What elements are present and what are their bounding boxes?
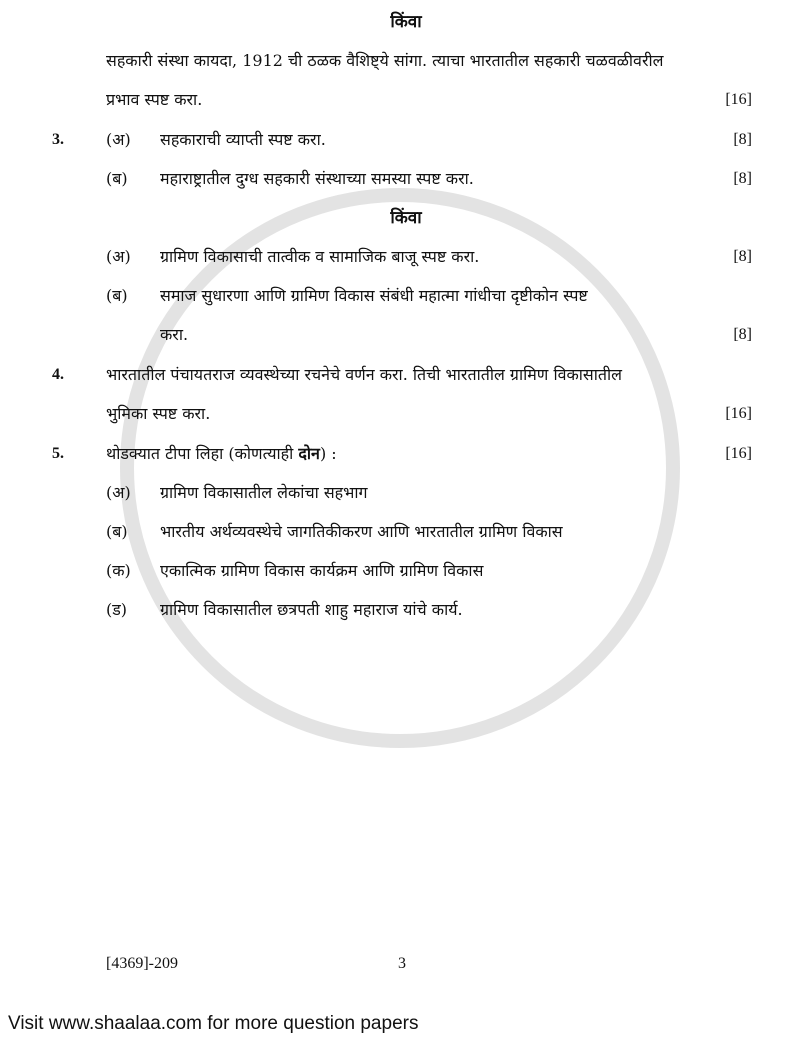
q3a-marks: [8]	[733, 131, 752, 148]
q4-marks: [16]	[725, 405, 752, 422]
q3b-text: महाराष्ट्रातील दुग्ध सहकारी संस्थाच्या समस्या स्पष्ट करा.	[160, 169, 474, 188]
question-content	[52, 12, 752, 639]
or-heading-2: किंवा	[390, 208, 422, 228]
q3-alt-a-label: (अ)	[106, 247, 131, 266]
q5-number: 5.	[52, 445, 64, 462]
q3a-label: (अ)	[106, 130, 131, 149]
q3b-marks: [8]	[733, 170, 752, 187]
q5-stem-before: थोडक्यात टीपा लिहा (कोणत्याही	[106, 444, 299, 463]
q5-stem-bold: दोन	[298, 444, 320, 463]
shaalaa-banner-link[interactable]: Visit www.shaalaa.com for more question papers	[8, 1013, 419, 1034]
q3-alt-b-row1	[52, 286, 752, 306]
q5c-label: (क)	[106, 561, 131, 580]
q4-number: 4.	[52, 366, 64, 383]
q5b	[52, 522, 752, 542]
q5a	[52, 483, 752, 503]
q5d-text: ग्रामिण विकासातील छत्रपती शाहु महाराज यांचे कार्य.	[160, 600, 463, 619]
q4-row1	[52, 365, 752, 385]
paper-code: [4369]-209	[106, 955, 178, 972]
or-heading: किंवा	[390, 12, 422, 32]
q3-alt-a-row	[52, 247, 752, 267]
q5a-text: ग्रामिण विकासातील लेकांचा सहभाग	[160, 483, 368, 502]
q3-alt-a-text: ग्रामिण विकासाची तात्वीक व सामाजिक बाजू स्पष्ट करा.	[160, 247, 480, 266]
q3-alt-a-marks: [8]	[733, 248, 752, 265]
q3-alt-b-label: (ब)	[106, 286, 128, 305]
q3b-label: (ब)	[106, 169, 128, 188]
q3b-row	[52, 169, 752, 189]
q4-line2: भुमिका स्पष्ट करा.	[106, 404, 211, 423]
q3-number: 3.	[52, 131, 64, 148]
q3-alt-b-line2: करा.	[160, 325, 189, 344]
q5-row	[52, 444, 752, 464]
q2-alt-line1: सहकारी संस्था कायदा, 1912 ची ठळक वैशिष्ट्ये सांगा. त्याचा भारतातील सहकारी चळवळीवरील	[106, 51, 664, 70]
q2-alt-line2: प्रभाव स्पष्ट करा.	[106, 90, 203, 109]
q5a-label: (अ)	[106, 483, 131, 502]
q4-row2	[52, 404, 752, 424]
q5b-label: (ब)	[106, 522, 128, 541]
page-number: 3	[398, 955, 406, 972]
q5c-text: एकात्मिक ग्रामिण विकास कार्यक्रम आणि ग्रामिण विकास	[160, 561, 484, 580]
q5-stem-after: ) :	[319, 444, 337, 463]
q4-line1: भारतातील पंचायतराज व्यवस्थेच्या रचनेचे वर्णन करा. तिची भारतातील ग्रामिण विकासातील	[106, 365, 622, 384]
q3-alt-b-line1: समाज सुधारणा आणि ग्रामिण विकास संबंधी महात्मा गांधीचा दृष्टीकोन स्पष्ट	[160, 286, 588, 305]
q5d	[52, 600, 752, 620]
q3a-text: सहकाराची व्याप्ती स्पष्ट करा.	[160, 130, 326, 149]
q2-alt-row1	[52, 51, 752, 71]
q3a-row	[52, 130, 752, 150]
q2-alt-marks: [16]	[725, 91, 752, 108]
q3-alt-b-marks: [8]	[733, 326, 752, 343]
q5d-label: (ड)	[106, 600, 128, 619]
q2-alt-row2	[52, 90, 752, 110]
q3-alt-b-row2	[52, 325, 752, 345]
q5c	[52, 561, 752, 581]
q5-marks: [16]	[725, 445, 752, 462]
q5-stem	[106, 444, 713, 464]
q5b-text: भारतीय अर्थव्यवस्थेचे जागतिकीकरण आणि भारतातील ग्रामिण विकास	[160, 522, 563, 541]
